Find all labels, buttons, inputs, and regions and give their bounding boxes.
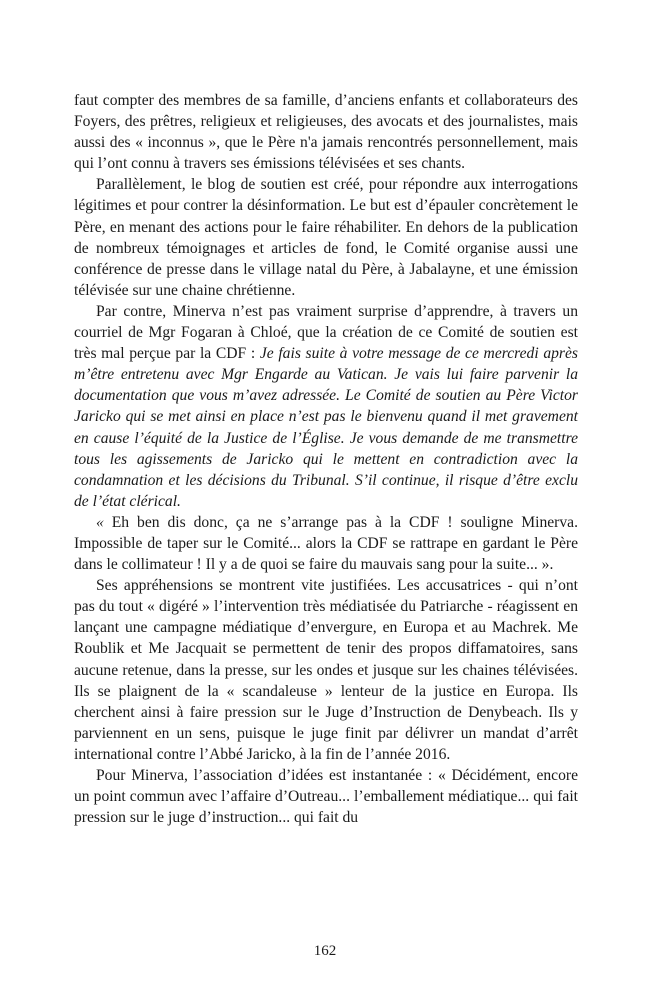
paragraph-3-quoted-email: Je fais suite à votre message de ce mercredi après m’être entretenu avec Mgr Engarde au Vatican. Je vais lui faire parvenir la documentation que vous m’avez adressée. Le Comité de soutien au Père Victor Jaricko qui se met ainsi en place n’est pas le bienvenu quand il met gravement en cause l’équité de la Justice de l’Église. Je vous demande de me transmettre tous les agissements de Jaricko qui le mettent en contradiction avec la condamnation et les décisions du Tribunal. S’il continue, il risque d’être exclu de l’état clérical. (74, 345, 578, 510)
body-text (74, 90, 578, 828)
paragraph-1 (74, 90, 578, 174)
paragraph-3 (74, 301, 578, 512)
paragraph-4-text: Eh ben dis donc, ça ne s’arrange pas à la CDF ! souligne Minerva. Impossible de taper sur le Comité... alors la CDF se rattrape en gardant le Père dans le collimateur ! Il y a de quoi se faire du mauvais sang pour la suite... ». (74, 513, 578, 574)
paragraph-4-opening-quote: « (96, 513, 104, 531)
paragraph-6 (74, 765, 578, 828)
paragraph-4 (74, 512, 578, 575)
paragraph-2 (74, 174, 578, 301)
paragraph-5-text: Ses appréhensions se montrent vite justifiées. Les accusatrices - qui n’ont pas du tout « digéré » l’intervention très médiatisée du Patriarche - réagissent en lançant une campagne médiatique d’envergure, en Europa et au Machrek. Me Roublik et Me Jacquait se permettent de tenir des propos diffamatoires, sans aucune retenue, dans la presse, sur les ondes et jusque sur les chaines télévisées. Ils se plaignent de la « scandaleuse » lenteur de la justice en Europa. Ils cherchent ainsi à faire pression sur le Juge d’Instruction de Denybeach. Ils y parviennent en un sens, puisque le juge finit par délivrer un mandat d’arrêt international contre l’Abbé Jaricko, à la fin de l’année 2016. (74, 577, 578, 763)
paragraph-3-text: Par contre, Minerva n’est pas vraiment surprise d’apprendre, à travers un courriel de Mgr Fogaran à Chloé, que la création de ce Comité de soutien est très mal perçue par la CDF : (74, 302, 578, 363)
page-number: 162 (313, 943, 337, 959)
paragraph-6-text: Pour Minerva, l’association d’idées est instantanée : « Décidément, encore un point commun avec l’affaire d’Outreau... l’emballement médiatique... qui fait pression sur le juge d’instruction... qui fait du (74, 767, 578, 827)
paragraph-2-text: Parallèlement, le blog de soutien est créé, pour répondre aux interrogations légitimes et pour contrer la désinformation. Le but est d’épauler concrètement le Père, en menant des actions pour le faire réhabiliter. En dehors de la publication de nombreux témoignages et articles de fond, le Comité organise aussi une conférence de presse dans le village natal du Père, à Jabalayne, et une émission télévisée sur une chaine chrétienne. (74, 176, 578, 299)
paragraph-1-text: faut compter des membres de sa famille, d’anciens enfants et collaborateurs des Foyers, des prêtres, religieux et religieuses, des avocats et des journalistes, mais aussi des « inconnus », que le Père n'a jamais rencontrés personnellement, mais qui l’ont connu à travers ses émissions télévisées et ses chants. (74, 92, 578, 173)
paragraph-5 (74, 575, 578, 765)
